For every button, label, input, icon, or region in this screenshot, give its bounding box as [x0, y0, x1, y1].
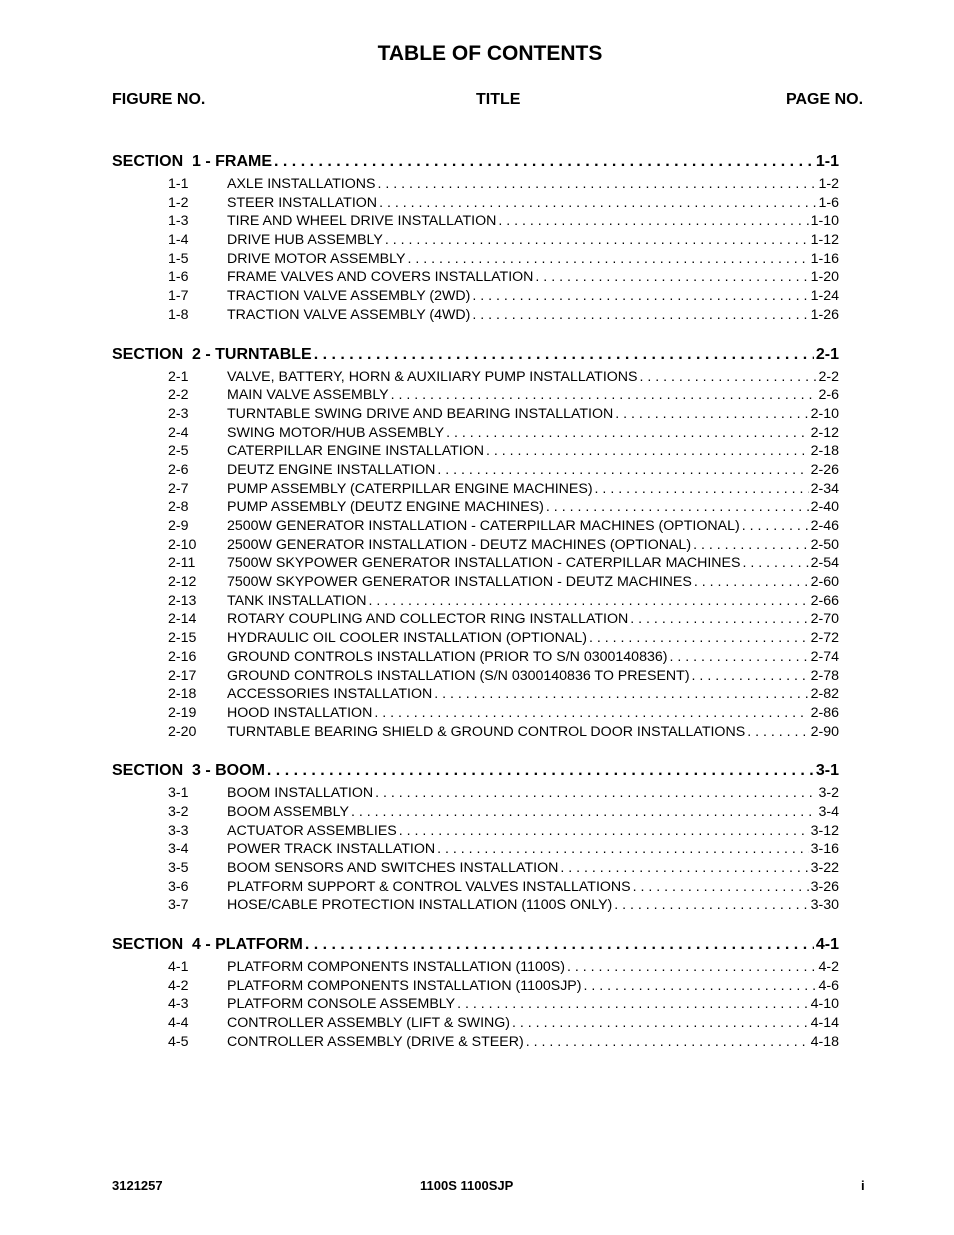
- figure-title: PLATFORM COMPONENTS INSTALLATION (1100SJP): [227, 977, 582, 994]
- figure-number: 1-1: [168, 176, 189, 192]
- figure-page-number: 1-2: [818, 176, 839, 192]
- toc-entry[interactable]: [112, 573, 839, 592]
- figure-title: VALVE, BATTERY, HORN & AUXILIARY PUMP INSTALLATIONS: [227, 368, 638, 385]
- figure-title: 7500W SKYPOWER GENERATOR INSTALLATION - CATERPILLAR MACHINES: [227, 555, 741, 572]
- dot-leader: [472, 306, 808, 325]
- figure-page-number: 3-22: [810, 860, 839, 876]
- dot-leader: [567, 958, 817, 977]
- figure-title: SWING MOTOR/HUB ASSEMBLY: [227, 424, 445, 441]
- toc-entry[interactable]: [112, 859, 839, 878]
- toc-entry[interactable]: [112, 610, 839, 629]
- figure-number: 2-17: [168, 667, 197, 684]
- section-heading[interactable]: [112, 759, 839, 783]
- figure-page-number: 4-6: [818, 977, 839, 994]
- toc-entry[interactable]: [112, 667, 839, 686]
- figure-page-number: 3-26: [810, 878, 839, 895]
- dot-leader: [630, 610, 808, 629]
- toc-entry[interactable]: [112, 629, 839, 648]
- dot-leader: [457, 995, 808, 1014]
- section-heading[interactable]: [112, 933, 839, 957]
- figure-page-number: 2-60: [810, 574, 839, 591]
- toc-entry[interactable]: [112, 840, 839, 859]
- figure-title: CATERPILLAR ENGINE INSTALLATION: [227, 443, 485, 460]
- figure-page-number: 2-46: [810, 518, 839, 534]
- footer-model: 1100S 1100SJP: [420, 1178, 514, 1193]
- dot-leader: [694, 573, 809, 592]
- dot-leader: [385, 231, 809, 250]
- dot-leader: [560, 859, 808, 878]
- figure-title: MAIN VALVE ASSEMBLY: [227, 387, 389, 404]
- dot-leader: [742, 554, 808, 573]
- figure-page-number: 2-72: [810, 630, 839, 647]
- figure-number: 3-4: [168, 841, 189, 858]
- page-title: TABLE OF CONTENTS: [377, 42, 603, 65]
- dot-leader: [407, 250, 808, 269]
- toc-entry[interactable]: [112, 231, 839, 250]
- figure-page-number: 3-30: [810, 897, 839, 914]
- figure-number: 4-5: [168, 1033, 189, 1050]
- figure-number: 3-3: [168, 822, 189, 839]
- figure-title: GROUND CONTROLS INSTALLATION (S/N 0300140836 TO PRESENT): [227, 667, 690, 684]
- dot-leader: [305, 933, 814, 957]
- figure-page-number: 3-2: [818, 785, 839, 802]
- figure-title: BOOM INSTALLATION: [227, 785, 374, 802]
- dot-leader: [369, 592, 809, 611]
- dot-leader: [747, 723, 808, 742]
- header-title: TITLE: [476, 91, 521, 108]
- figure-title: DEUTZ ENGINE INSTALLATION: [227, 461, 436, 478]
- figure-page-number: 2-26: [810, 461, 839, 478]
- figure-title: PLATFORM SUPPORT & CONTROL VALVES INSTALLATIONS: [227, 878, 631, 895]
- figure-title: TURNTABLE SWING DRIVE AND BEARING INSTALLATION: [227, 405, 614, 422]
- figure-number: 2-20: [168, 723, 197, 740]
- toc-entry[interactable]: [112, 878, 839, 897]
- figure-number: 3-5: [168, 860, 189, 876]
- figure-page-number: 2-74: [810, 648, 839, 665]
- figure-title: ROTARY COUPLING AND COLLECTOR RING INSTALLATION: [227, 611, 629, 628]
- figure-number: 2-4: [168, 424, 189, 441]
- figure-number: 3-7: [168, 897, 189, 914]
- figure-number: 2-19: [168, 704, 197, 721]
- figure-page-number: 2-10: [810, 405, 839, 422]
- toc-entry[interactable]: [112, 424, 839, 443]
- figure-title: HOSE/CABLE PROTECTION INSTALLATION (1100S ONLY): [227, 897, 613, 914]
- dot-leader: [391, 386, 817, 405]
- figure-title: TURNTABLE BEARING SHIELD & GROUND CONTROL DOOR INSTALLATIONS: [227, 723, 746, 740]
- figure-title: BOOM ASSEMBLY: [227, 803, 349, 820]
- section-page-number: 2-1: [815, 345, 839, 363]
- dot-leader: [595, 480, 809, 499]
- section-title: SECTION 1 - FRAME: [112, 153, 273, 170]
- figure-page-number: 2-82: [810, 686, 839, 703]
- figure-page-number: 2-6: [818, 387, 839, 404]
- dot-leader: [379, 194, 816, 213]
- figure-title: CONTROLLER ASSEMBLY (LIFT & SWING): [227, 1015, 511, 1032]
- toc-entry[interactable]: [112, 536, 839, 555]
- figure-number: 2-11: [168, 555, 196, 572]
- toc-entry[interactable]: [112, 784, 839, 803]
- figure-page-number: 1-16: [810, 250, 839, 267]
- table-of-contents: [112, 150, 839, 1070]
- figure-page-number: 1-12: [810, 232, 839, 249]
- toc-section: [112, 759, 839, 915]
- figure-number: 2-9: [168, 518, 189, 534]
- toc-entry[interactable]: [112, 194, 839, 213]
- figure-title: TANK INSTALLATION: [227, 592, 367, 609]
- figure-page-number: 4-18: [810, 1033, 839, 1050]
- toc-entry[interactable]: [112, 648, 839, 667]
- section-title: SECTION 4 - PLATFORM: [112, 936, 303, 954]
- toc-entry[interactable]: [112, 442, 839, 461]
- toc-entry[interactable]: [112, 592, 839, 611]
- figure-number: 2-5: [168, 443, 189, 460]
- toc-section: [112, 150, 839, 325]
- dot-leader: [399, 822, 809, 841]
- dot-leader: [472, 287, 808, 306]
- dot-leader: [669, 648, 808, 667]
- section-title: SECTION 3 - BOOM: [112, 762, 265, 780]
- figure-number: 2-14: [168, 611, 197, 628]
- figure-page-number: 2-18: [810, 443, 839, 460]
- figure-number: 2-16: [168, 648, 197, 665]
- toc-entry[interactable]: [112, 554, 839, 573]
- section-title: SECTION 2 - TURNTABLE: [112, 345, 312, 363]
- dot-leader: [742, 517, 809, 536]
- figure-page-number: 3-12: [810, 822, 839, 839]
- dot-leader: [526, 1033, 809, 1052]
- dot-leader: [314, 343, 814, 367]
- figure-page-number: 2-78: [810, 667, 839, 684]
- dot-leader: [693, 536, 809, 555]
- figure-page-number: 2-40: [810, 499, 839, 516]
- figure-page-number: 2-86: [810, 704, 839, 721]
- figure-page-number: 2-70: [810, 611, 839, 628]
- figure-page-number: 1-26: [810, 306, 839, 323]
- section-page-number: 3-1: [815, 762, 839, 780]
- figure-number: 4-3: [168, 996, 189, 1013]
- section-page-number: 1-1: [815, 153, 839, 170]
- figure-number: 2-7: [168, 480, 189, 497]
- figure-page-number: 1-6: [818, 194, 839, 211]
- figure-number: 3-6: [168, 878, 189, 895]
- figure-title: 2500W GENERATOR INSTALLATION - DEUTZ MACHINES (OPTIONAL): [227, 536, 692, 553]
- figure-page-number: 2-12: [810, 424, 839, 441]
- dot-leader: [351, 803, 817, 822]
- figure-number: 1-8: [168, 306, 189, 323]
- figure-title: POWER TRACK INSTALLATION: [227, 841, 436, 858]
- figure-number: 2-1: [168, 368, 189, 385]
- figure-title: PLATFORM COMPONENTS INSTALLATION (1100S): [227, 959, 565, 976]
- figure-page-number: 4-10: [810, 996, 839, 1013]
- header-figure-no: FIGURE NO.: [112, 91, 206, 108]
- toc-entry[interactable]: [112, 723, 839, 742]
- toc-entry[interactable]: [112, 803, 839, 822]
- figure-title: FRAME VALVES AND COVERS INSTALLATION: [227, 269, 534, 286]
- figure-title: 2500W GENERATOR INSTALLATION - CATERPILLAR MACHINES (OPTIONAL): [227, 518, 740, 534]
- toc-entry[interactable]: [112, 480, 839, 499]
- figure-page-number: 2-34: [810, 480, 839, 497]
- dot-leader: [583, 977, 816, 996]
- figure-number: 1-6: [168, 269, 189, 286]
- figure-number: 2-10: [168, 536, 197, 553]
- figure-page-number: 4-14: [810, 1015, 839, 1032]
- dot-leader: [374, 704, 808, 723]
- dot-leader: [546, 498, 809, 517]
- figure-number: 2-18: [168, 686, 197, 703]
- figure-title: AXLE INSTALLATIONS: [227, 176, 376, 192]
- toc-entry[interactable]: [112, 287, 839, 306]
- figure-page-number: 2-54: [810, 555, 839, 572]
- figure-number: 2-3: [168, 405, 189, 422]
- figure-number: 1-3: [168, 213, 189, 230]
- figure-title: HOOD INSTALLATION: [227, 704, 373, 721]
- figure-page-number: 1-24: [810, 288, 839, 305]
- header-page-no: PAGE NO.: [786, 91, 864, 108]
- dot-leader: [589, 629, 809, 648]
- figure-title: 7500W SKYPOWER GENERATOR INSTALLATION - DEUTZ MACHINES: [227, 574, 692, 591]
- figure-page-number: 3-16: [810, 841, 839, 858]
- dot-leader: [692, 667, 809, 686]
- dot-leader: [274, 150, 814, 174]
- figure-title: STEER INSTALLATION: [227, 194, 378, 211]
- section-heading[interactable]: [112, 343, 839, 367]
- toc-entry[interactable]: [112, 250, 839, 269]
- figure-number: 2-8: [168, 499, 189, 516]
- dot-leader: [378, 175, 817, 194]
- toc-entry[interactable]: [112, 822, 839, 841]
- dot-leader: [437, 461, 808, 480]
- toc-entry[interactable]: [112, 1014, 839, 1033]
- figure-page-number: 2-50: [810, 536, 839, 553]
- dot-leader: [614, 896, 808, 915]
- toc-entry[interactable]: [112, 977, 839, 996]
- figure-number: 2-15: [168, 630, 197, 647]
- toc-entry[interactable]: [112, 517, 839, 536]
- figure-number: 2-13: [168, 592, 197, 609]
- toc-entry[interactable]: [112, 461, 839, 480]
- dot-leader: [437, 840, 808, 859]
- toc-entry[interactable]: [112, 995, 839, 1014]
- dot-leader: [535, 268, 808, 287]
- dot-leader: [267, 759, 814, 783]
- figure-title: PUMP ASSEMBLY (DEUTZ ENGINE MACHINES): [227, 499, 544, 516]
- figure-number: 1-4: [168, 232, 189, 249]
- figure-number: 1-7: [168, 288, 189, 305]
- toc-entry[interactable]: [112, 386, 839, 405]
- footer-doc-number: 3121257: [112, 1178, 163, 1193]
- figure-title: TRACTION VALVE ASSEMBLY (4WD): [227, 306, 471, 323]
- section-page-number: 4-1: [815, 936, 839, 954]
- toc-entry[interactable]: [112, 212, 839, 231]
- dot-leader: [640, 368, 817, 387]
- dot-leader: [486, 442, 809, 461]
- toc-entry[interactable]: [112, 685, 839, 704]
- figure-number: 2-6: [168, 461, 189, 478]
- dot-leader: [498, 212, 808, 231]
- figure-title: PLATFORM CONSOLE ASSEMBLY: [227, 996, 456, 1013]
- figure-number: 3-2: [168, 803, 189, 820]
- figure-number: 4-4: [168, 1015, 189, 1032]
- dot-leader: [633, 878, 809, 897]
- toc-entry[interactable]: [112, 1033, 839, 1052]
- figure-page-number: 1-10: [810, 213, 839, 230]
- figure-title: GROUND CONTROLS INSTALLATION (PRIOR TO S/N 0300140836): [227, 648, 668, 665]
- toc-entry[interactable]: [112, 405, 839, 424]
- dot-leader: [375, 784, 816, 803]
- toc-entry[interactable]: [112, 368, 839, 387]
- footer-page-number: i: [861, 1178, 865, 1193]
- dot-leader: [512, 1014, 809, 1033]
- figure-title: TRACTION VALVE ASSEMBLY (2WD): [227, 288, 471, 305]
- figure-page-number: 2-2: [818, 368, 839, 385]
- figure-title: TIRE AND WHEEL DRIVE INSTALLATION: [227, 213, 497, 230]
- figure-number: 4-2: [168, 977, 189, 994]
- figure-page-number: 2-90: [810, 723, 839, 740]
- figure-number: 4-1: [168, 959, 189, 976]
- toc-entry[interactable]: [112, 958, 839, 977]
- figure-number: 2-12: [168, 574, 197, 591]
- section-heading[interactable]: [112, 150, 839, 174]
- toc-entry[interactable]: [112, 175, 839, 194]
- figure-number: 1-2: [168, 194, 189, 211]
- figure-page-number: 1-20: [810, 269, 839, 286]
- figure-title: ACCESSORIES INSTALLATION: [227, 686, 433, 703]
- toc-entry[interactable]: [112, 306, 839, 325]
- figure-page-number: 4-2: [818, 959, 839, 976]
- figure-title: CONTROLLER ASSEMBLY (DRIVE & STEER): [227, 1033, 524, 1050]
- figure-title: BOOM SENSORS AND SWITCHES INSTALLATION: [227, 860, 559, 876]
- toc-entry[interactable]: [112, 704, 839, 723]
- figure-number: 2-2: [168, 387, 189, 404]
- figure-title: HYDRAULIC OIL COOLER INSTALLATION (OPTIONAL): [227, 630, 588, 647]
- figure-title: DRIVE MOTOR ASSEMBLY: [227, 250, 406, 267]
- dot-leader: [615, 405, 808, 424]
- toc-section: [112, 933, 839, 1051]
- figure-title: ACTUATOR ASSEMBLIES: [227, 822, 397, 839]
- figure-title: PUMP ASSEMBLY (CATERPILLAR ENGINE MACHINES): [227, 480, 593, 497]
- figure-page-number: 3-4: [818, 803, 839, 820]
- toc-entry[interactable]: [112, 268, 839, 287]
- toc-section: [112, 343, 839, 742]
- figure-title: DRIVE HUB ASSEMBLY: [227, 232, 383, 249]
- toc-entry[interactable]: [112, 498, 839, 517]
- figure-number: 3-1: [168, 785, 189, 802]
- dot-leader: [446, 424, 809, 443]
- figure-number: 1-5: [168, 250, 189, 267]
- figure-page-number: 2-66: [810, 592, 839, 609]
- toc-entry[interactable]: [112, 896, 839, 915]
- dot-leader: [434, 685, 808, 704]
